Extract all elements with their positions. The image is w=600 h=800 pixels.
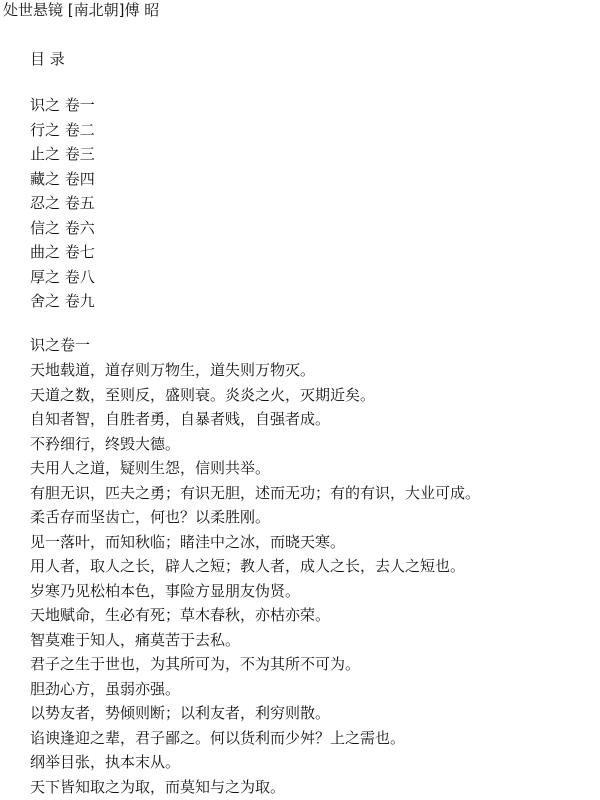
verse-line: 有胆无识，匹夫之勇；有识无胆，述而无功；有的有识，大业可成。	[30, 483, 481, 502]
verse-line: 谄谀逢迎之辈，君子鄙之。何以货利而少舛？上之需也。	[30, 728, 406, 747]
toc-item-8: 厚之 卷八	[30, 267, 95, 286]
verse-list	[30, 358, 480, 799]
verse-line: 以势友者，势倾则断；以利友者，利穷则散。	[30, 704, 331, 722]
verse-line: 夫用人之道，疑则生怨，信则共举。	[30, 459, 271, 477]
toc-heading: 目 录	[30, 50, 65, 68]
toc-item-5: 忍之 卷五	[30, 194, 95, 212]
verse-line: 纲举目张，执本末从。	[30, 753, 181, 771]
verse-line: 天道之数，至则反，盛则衰。炎炎之火，灭期近矣。	[30, 385, 376, 404]
verse-line: 天地赋命，生必有死；草木春秋，亦枯亦荣。	[30, 606, 331, 624]
verse-line: 见一落叶，而知秋临；睹洼中之冰，而晓天寒。	[30, 532, 346, 551]
verse-line: 柔舌存而坚齿亡，何也？以柔胜刚。	[30, 508, 271, 526]
toc-item-2: 行之 卷二	[30, 120, 95, 139]
verse-line: 不矜细行，终毁大德。	[30, 434, 181, 453]
toc-item-4: 藏之 卷四	[30, 169, 95, 188]
table-of-contents	[30, 93, 95, 314]
toc-item-1: 识之 卷一	[30, 96, 95, 114]
toc-item-3: 止之 卷三	[30, 145, 95, 163]
toc-item-9: 舍之 卷九	[30, 292, 95, 310]
verse-line: 君子之生于世也，为其所可为，不为其所不可为。	[30, 655, 361, 673]
verse-line: 天地载道，道存则万物生，道失则万物灭。	[30, 361, 316, 379]
verse-line: 自知者智，自胜者勇，自暴者贱，自强者成。	[30, 410, 331, 428]
verse-line: 天下皆知取之为取，而莫知与之为取。	[30, 777, 286, 796]
document-title: 处世悬镜 [南北朝]傅 昭	[3, 1, 160, 19]
toc-item-6: 信之 卷六	[30, 218, 95, 237]
toc-item-7: 曲之 卷七	[30, 243, 95, 261]
verse-line: 智莫难于知人，痛莫苦于去私。	[30, 630, 241, 649]
verse-line: 用人者，取人之长，辟人之短；教人者，成人之长，去人之短也。	[30, 557, 466, 575]
verse-line: 胆劲心方，虽弱亦强。	[30, 679, 181, 698]
verse-line: 岁寒乃见松柏本色，事险方显朋友伪贤。	[30, 581, 301, 600]
section-heading: 识之卷一	[30, 336, 91, 354]
